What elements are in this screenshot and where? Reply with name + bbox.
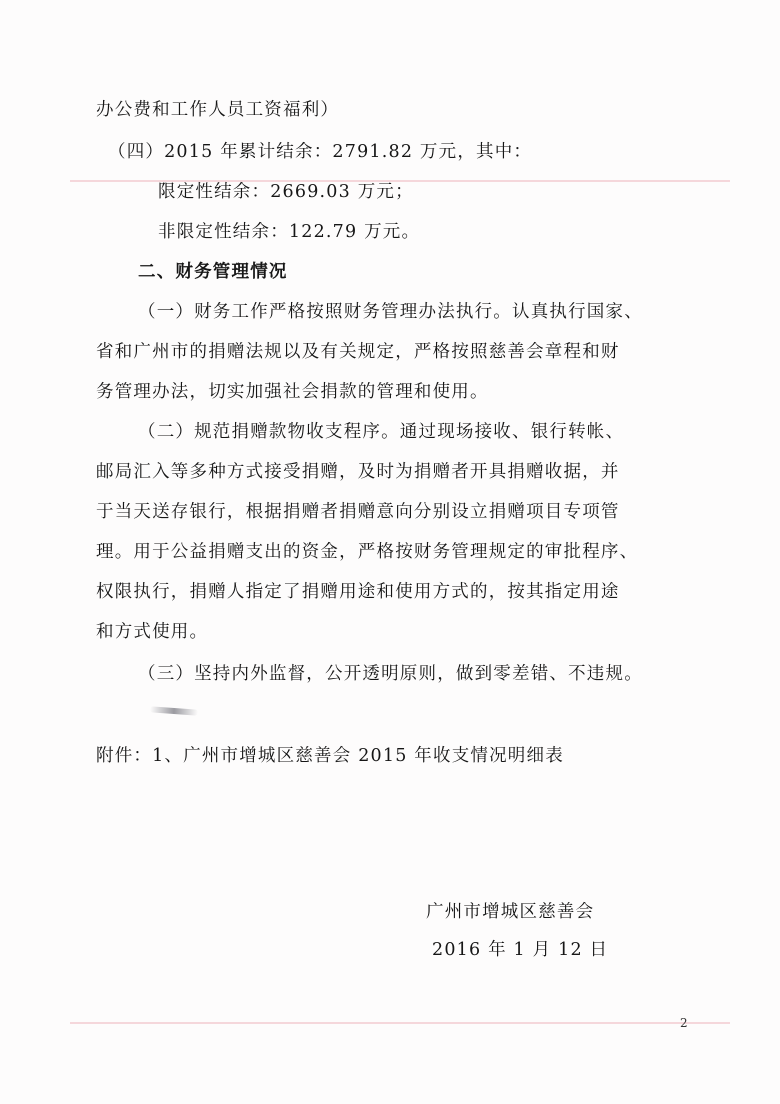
text-line-13: 权限执行，捐赠人指定了捐赠用途和使用方式的，按其指定用途: [96, 582, 620, 602]
text-line-14: 和方式使用。: [96, 622, 209, 642]
text-line-4: 非限定性结余：122.79 万元。: [158, 222, 421, 242]
text-line-3: 限定性结余：2669.03 万元；: [158, 182, 414, 202]
attachment-line: 附件：1、广州市增城区慈善会 2015 年收支情况明细表: [96, 746, 564, 766]
text-line-15: （三）坚持内外监督，公开透明原则，做到零差错、不违规。: [138, 664, 643, 684]
text-line-2: （四）2015 年累计结余：2791.82 万元，其中：: [108, 142, 533, 162]
text-line-7: 省和广州市的捐赠法规以及有关规定，严格按照慈善会章程和财: [96, 342, 620, 362]
signature-organization: 广州市增城区慈善会: [426, 902, 595, 922]
section-heading: 二、财务管理情况: [138, 262, 288, 282]
text-line-8: 务管理办法，切实加强社会捐款的管理和使用。: [96, 382, 489, 402]
pen-mark: [150, 706, 198, 715]
text-line-9: （二）规范捐赠款物收支程序。通过现场接收、银行转帐、: [138, 422, 625, 442]
page-number: 2: [680, 1016, 688, 1030]
text-line-11: 于当天送存银行，根据捐赠者捐赠意向分别设立捐赠项目专项管: [96, 502, 620, 522]
text-line-1: 办公费和工作人员工资福利）: [96, 100, 340, 120]
ghost-red-rule-bottom: [70, 1022, 730, 1024]
text-line-10: 邮局汇入等多种方式接受捐赠，及时为捐赠者开具捐赠收据，并: [96, 462, 620, 482]
signature-date: 2016 年 1 月 12 日: [432, 940, 609, 960]
text-line-12: 理。用于公益捐赠支出的资金，严格按财务管理规定的审批程序、: [96, 542, 639, 562]
text-line-6: （一）财务工作严格按照财务管理办法执行。认真执行国家、: [138, 302, 643, 322]
